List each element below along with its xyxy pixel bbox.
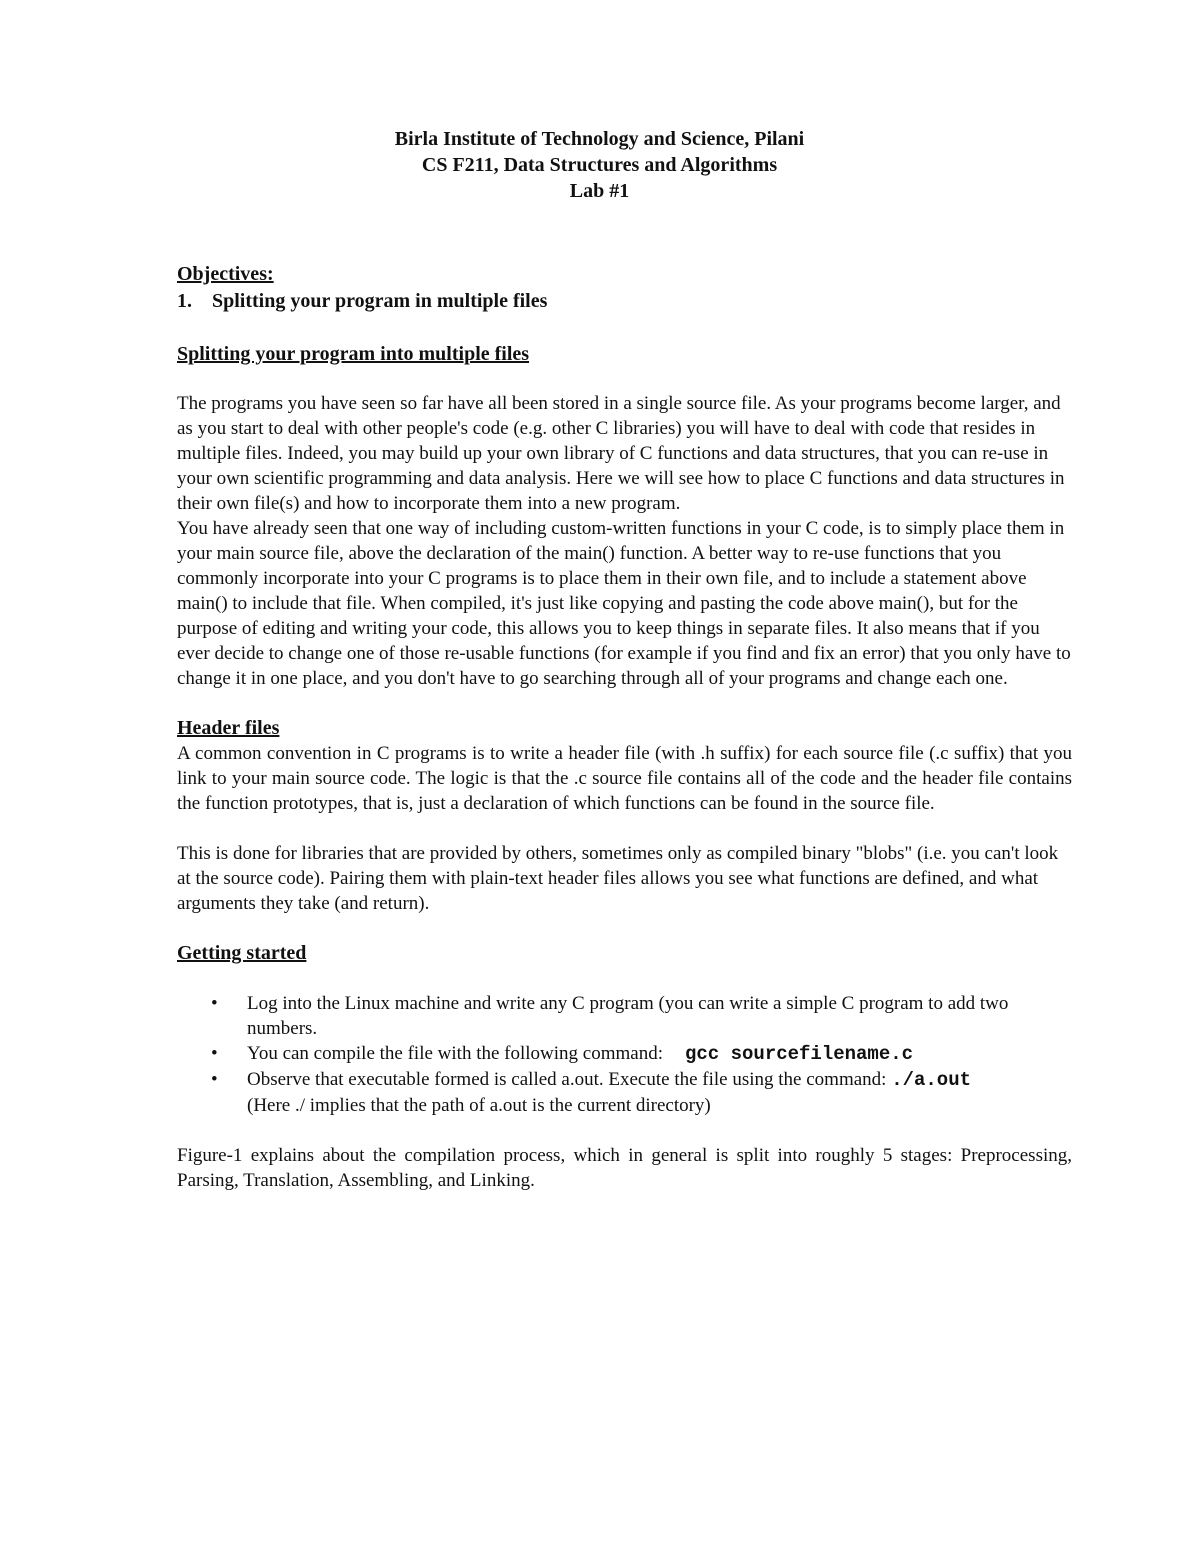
course-name: CS F211, Data Structures and Algorithms [421,154,778,176]
objective-text: Splitting your program in multiple files [212,290,548,312]
bullet-icon: • [211,993,218,1014]
list-item [211,991,1072,1041]
bullet-icon: • [211,1069,218,1090]
run-command: ./a.out [891,1069,972,1091]
compile-command: gcc sourcefilename.c [685,1043,914,1065]
list-item-text: Observe that executable formed is called a.out. Execute the file using the command: [247,1069,887,1090]
list-item-note: (Here ./ implies that the path of a.out is the current directory) [247,1095,711,1116]
list-item-text: Log into the Linux machine and write any C program (you can write a simple C program to add two numbers. [247,993,1009,1039]
getting-started-list [177,991,1072,1118]
paragraph-custom-functions: You have already seen that one way of including custom-written functions in your C code, is to simply place them in your main source file, above the declaration of the main() function. A better way to re-use functions that you commonly incorporate into your C programs is to place them in their own file, and to include a statement above main() to include that file. When compiled, it's just like copying and pasting the code above main(), but for the purpose of editing and writing your code, this allows you to keep things in separate files. It also means that if you ever decide to change one of those re-usable functions (for example if you find and fix an error) that you only have to change it in one place, and you don't have to go searching through all of your programs and change each one. [177,518,1071,689]
objectives-heading: Objectives: [177,263,274,285]
objective-number: 1. [177,290,192,312]
objectives-section [177,261,1072,315]
paragraph-intro: The programs you have seen so far have all been stored in a single source file. As your programs become larger, and as you start to deal with other people's code (e.g. other C libraries) you will have to deal with code that resides in multiple files. Indeed, you may build up your own library of C functions and data structures, that you can re-use in your own scientific programming and data analysis. Here we will see how to place C functions and data structures in their own file(s) and how to incorporate them into a new program. [177,393,1065,514]
list-item [211,1067,1072,1118]
paragraph-libraries: This is done for libraries that are provided by others, sometimes only as compiled binary "blobs" (i.e. you can't look at the source code). Pairing them with plain-text header files allows you see what functions are defined, and what arguments they take (and return). [177,843,1059,914]
institute-name: Birla Institute of Technology and Science, Pilani [394,128,805,150]
objective-item [177,288,1072,315]
list-item [211,1041,1072,1067]
document-title-block [127,126,1072,204]
bullet-icon: • [211,1043,218,1064]
lab-number: Lab #1 [569,180,630,202]
section-heading-getting-started: Getting started [177,942,307,964]
paragraph-compilation-process: Figure-1 explains about the compilation process, which in general is split into roughly 5 stages: Preprocessing, Parsing, Translation, Assembling, and Linking. [177,1145,1072,1191]
paragraph-header-convention: A common convention in C programs is to write a header file (with .h suffix) for each source file (.c suffix) that you link to your main source code. The logic is that the .c source file contains all of the code and the header file contains the function prototypes, that is, just a declaration of which functions can be found in the source file. [177,743,1072,814]
section-heading-header-files: Header files [177,717,280,739]
list-item-text: You can compile the file with the following command: [247,1043,663,1064]
section-heading-splitting: Splitting your program into multiple files [177,343,530,365]
